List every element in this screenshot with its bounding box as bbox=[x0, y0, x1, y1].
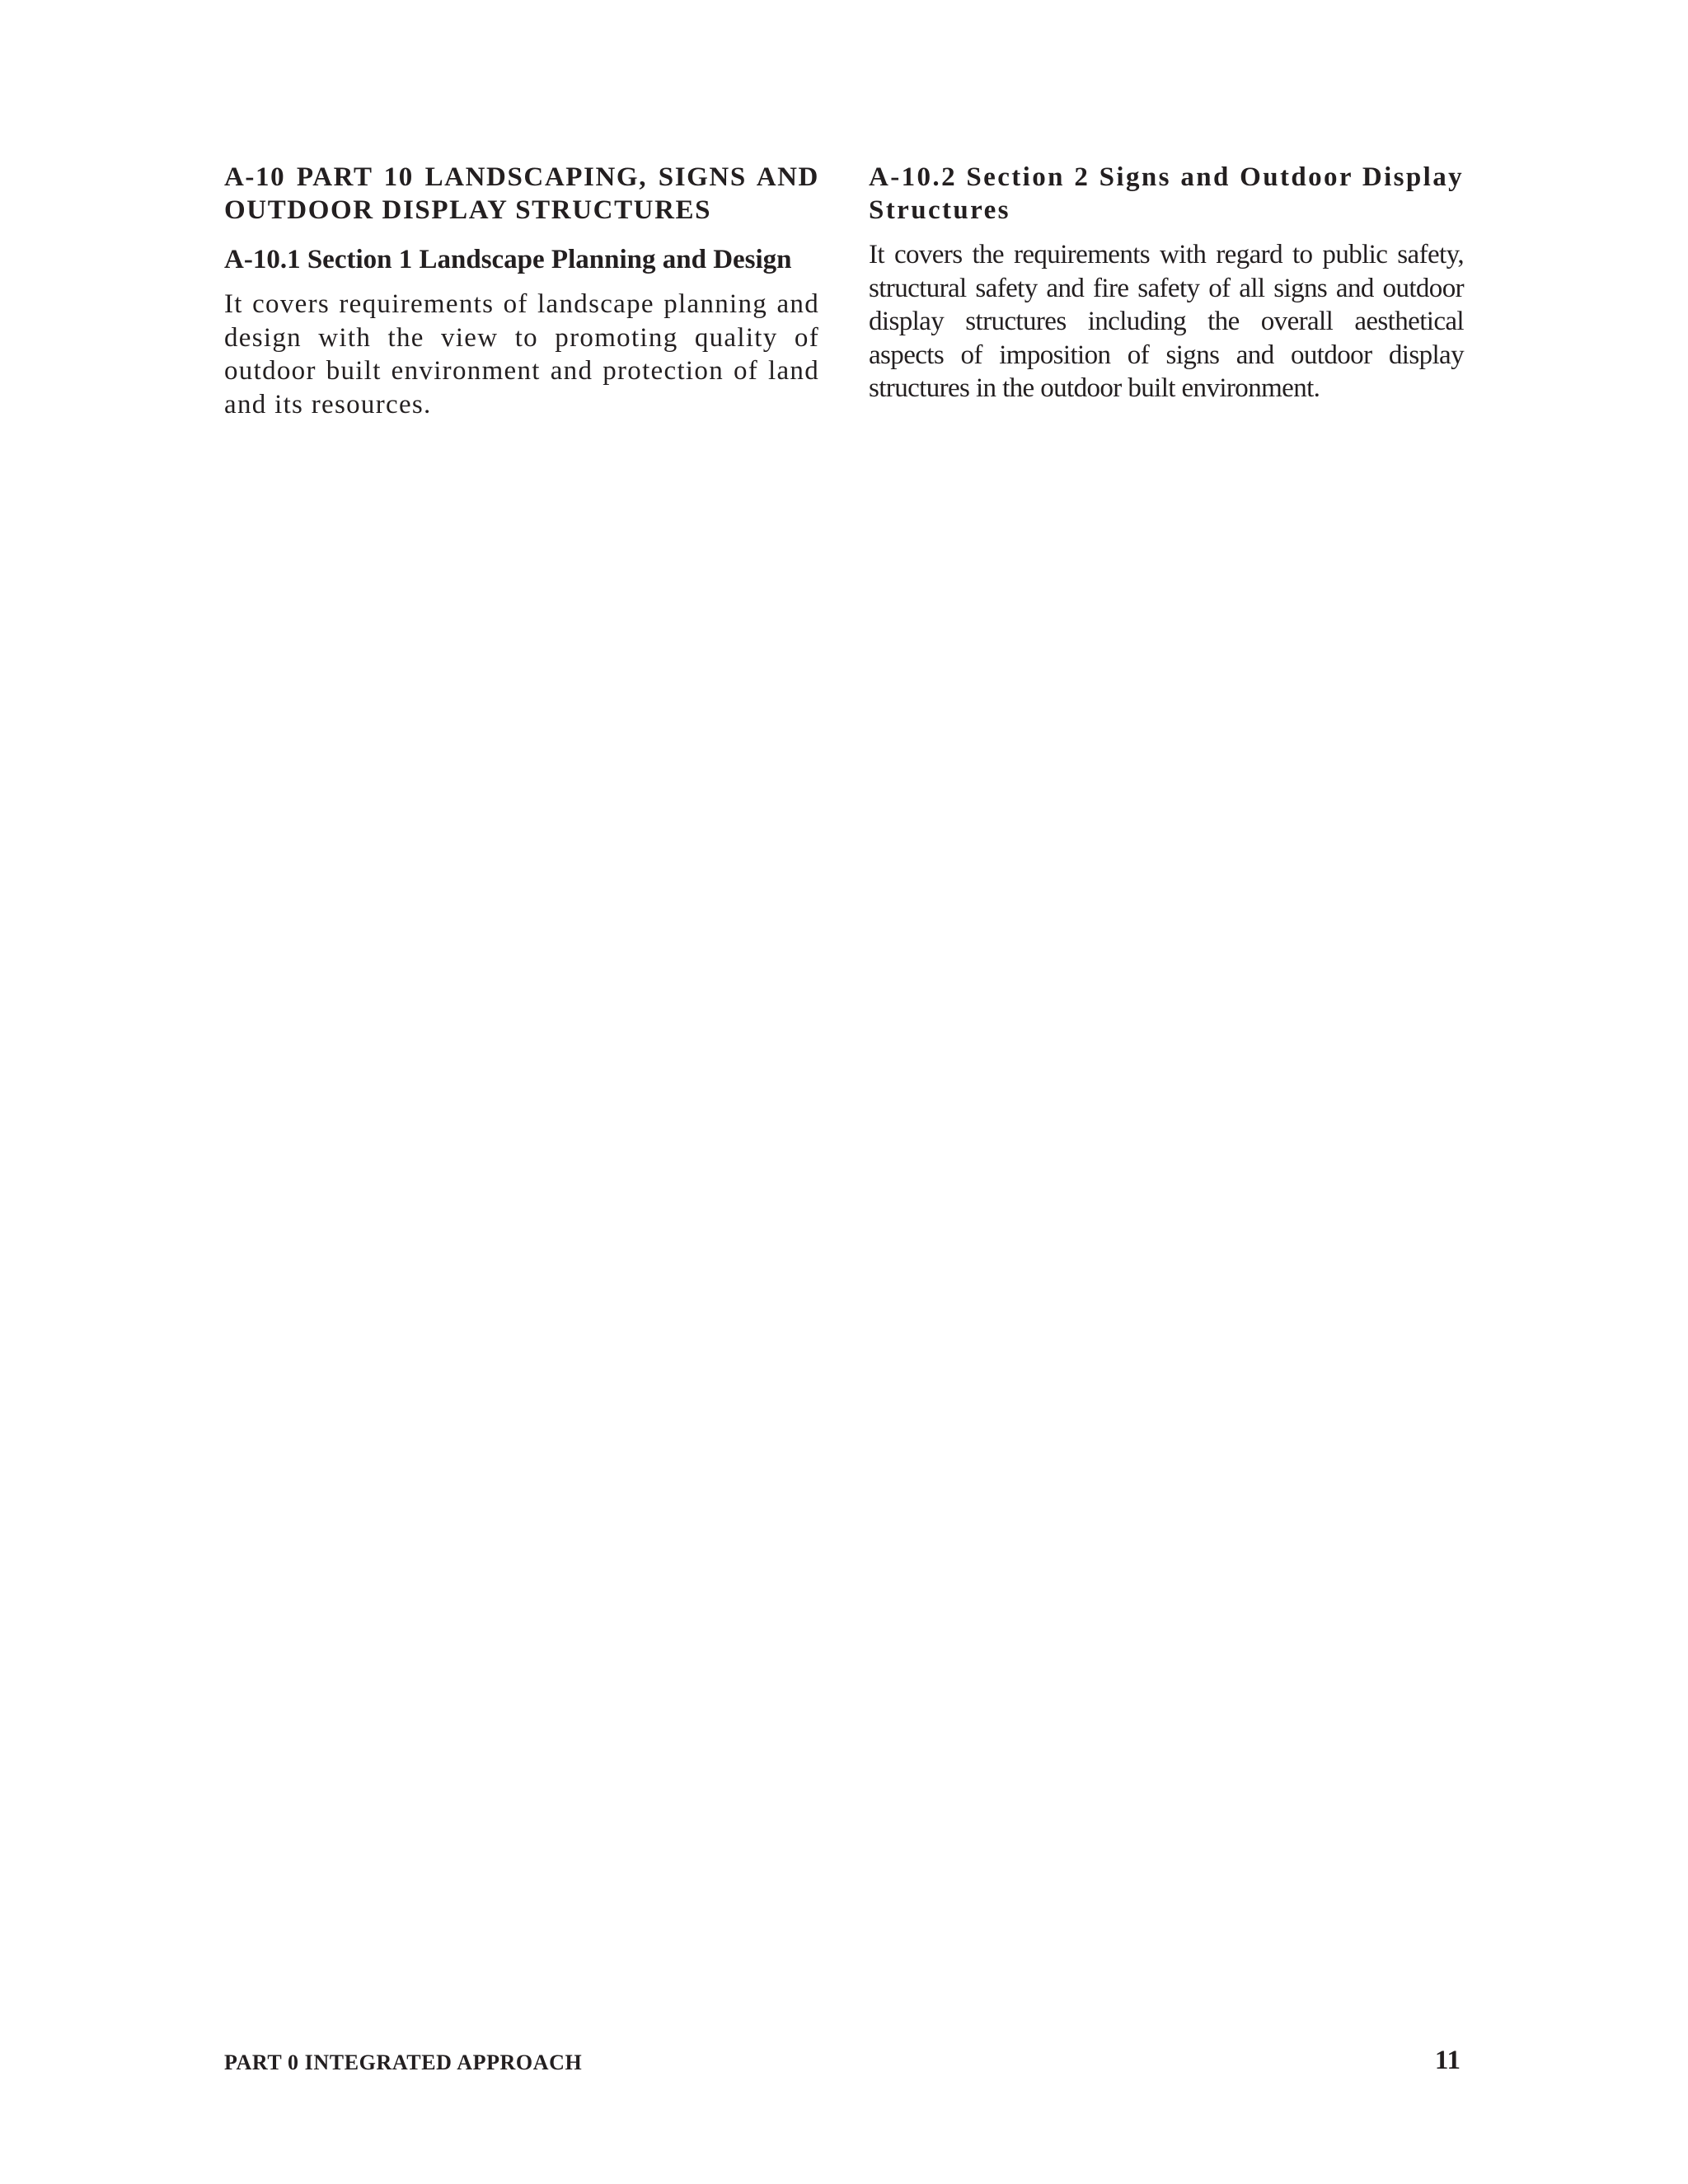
section-heading-a-10-2: A-10.2 Section 2 Signs and Outdoor Display Structures bbox=[869, 162, 1464, 225]
running-footer-title: PART 0 INTEGRATED APPROACH bbox=[224, 2050, 583, 2074]
page-number: 11 bbox=[1434, 2046, 1461, 2075]
section-body-a-10-1: It covers requirements of landscape planning and design with the view to promoting quality of outdoor built environment and protection of land and its resources. bbox=[224, 289, 819, 419]
section-body-a-10-2: It covers the requirements with regard to public safety, structural safety and fire safety of all signs and outdoor display structures including the overall aesthetical aspects of imposition of signs and outdoor display structures in the outdoor built environment. bbox=[869, 240, 1464, 403]
right-column bbox=[869, 161, 1464, 405]
section-heading-a-10-1: A-10.1 Section 1 Landscape Planning and Design bbox=[224, 245, 792, 274]
part-heading: A-10 PART 10 LANDSCAPING, SIGNS AND OUTDOOR DISPLAY STRUCTURES bbox=[224, 162, 819, 225]
left-column bbox=[224, 161, 819, 421]
